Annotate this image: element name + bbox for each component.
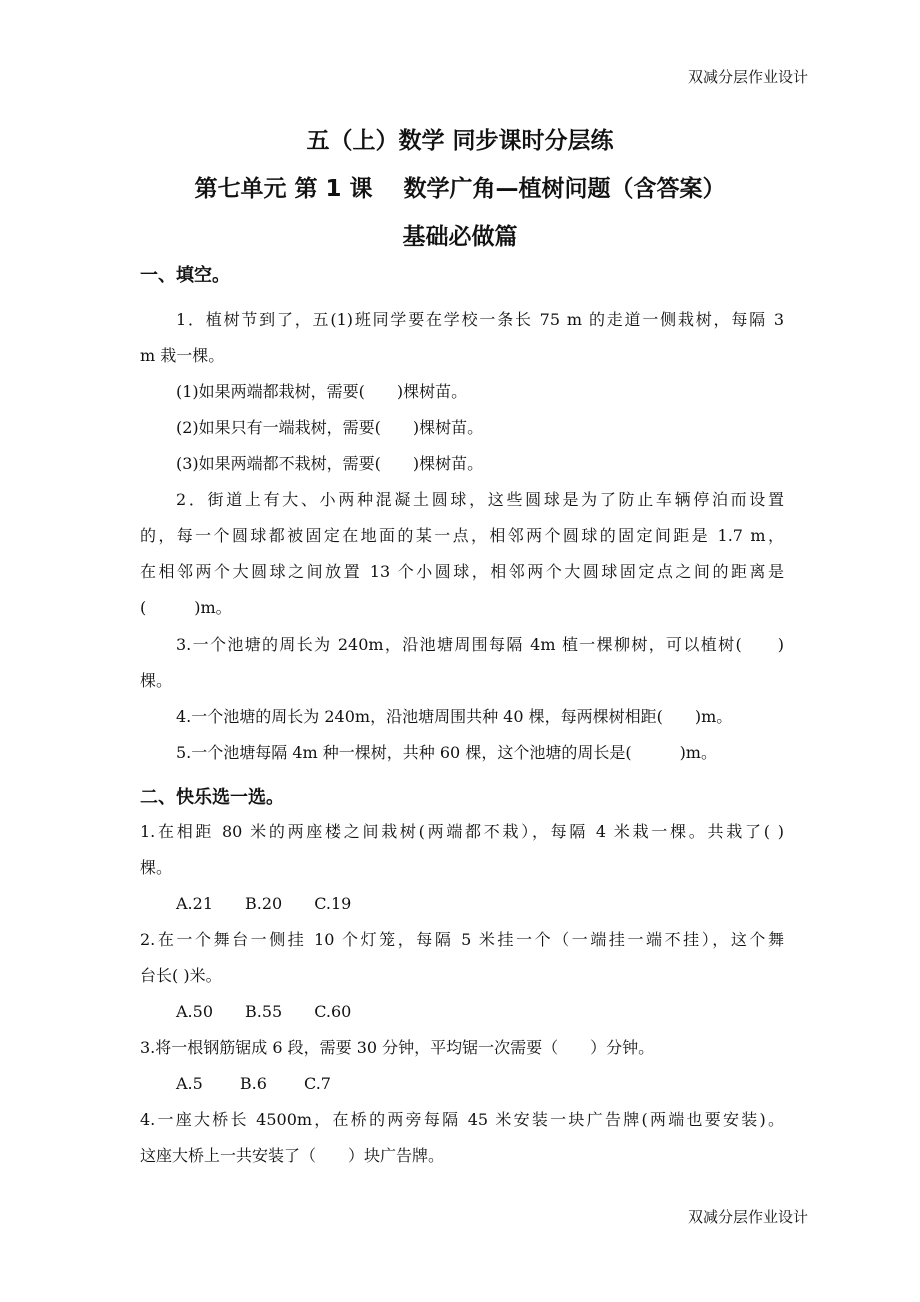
choice-q1-options: A.21 B.20 C.19 bbox=[176, 894, 352, 913]
fill-q2-line1: 2．街道上有大、小两种混凝土圆球，这些圆球是为了防止车辆停泊而设置 bbox=[176, 490, 784, 509]
page-footer: 双减分层作业设计 bbox=[687, 1208, 808, 1226]
choice-q2-options: A.50 B.55 C.60 bbox=[176, 1002, 352, 1021]
fill-q4: 4.一个池塘的周长为 240m，沿池塘周围共种 40 棵，每两棵树相距( )m。 bbox=[176, 707, 733, 726]
lesson-title: 第七单元 第 1 课 数学广角—植树问题（含答案） bbox=[194, 176, 726, 202]
section-heading-fill-blank: 一、填空。 bbox=[140, 265, 230, 286]
fill-q1-a: (1)如果两端都栽树，需要( )棵树苗。 bbox=[176, 382, 468, 401]
fill-q2-line2: 的，每一个圆球都被固定在地面的某一点，相邻两个圆球的固定间距是 1.7 m， bbox=[140, 526, 784, 545]
choice-q1-line1: 1.在相距 80 米的两座楼之间栽树(两端都不栽），每隔 4 米栽一棵。共栽了( ) bbox=[140, 822, 784, 841]
fill-q1-b: (2)如果只有一端栽树，需要( )棵树苗。 bbox=[176, 418, 484, 437]
fill-q3-line2: 棵。 bbox=[140, 671, 173, 690]
choice-q1-line2: 棵。 bbox=[140, 858, 173, 877]
fill-q1-line1: 1．植树节到了，五(1)班同学要在学校一条长 75 m 的走道一侧栽树，每隔 3 bbox=[176, 310, 784, 329]
choice-q4-line1: 4.一座大桥长 4500m，在桥的两旁每隔 45 米安装一块广告牌(两端也要安装)。 bbox=[140, 1110, 784, 1129]
fill-q1-line2: m 栽一棵。 bbox=[140, 346, 225, 365]
section-heading-choice: 二、快乐选一选。 bbox=[140, 787, 284, 808]
choice-q3-options: A.5 B.6 C.7 bbox=[176, 1074, 331, 1093]
fill-q3-line1: 3.一个池塘的周长为 240m，沿池塘周围每隔 4m 植一棵柳树，可以植树( ) bbox=[176, 635, 784, 654]
page-header: 双减分层作业设计 bbox=[687, 68, 808, 86]
fill-q5: 5.一个池塘每隔 4m 种一棵树，共种 60 棵，这个池塘的周长是( )m。 bbox=[176, 743, 717, 762]
fill-q2-line4: ( )m。 bbox=[140, 598, 232, 617]
fill-q1-c: (3)如果两端都不栽树，需要( )棵树苗。 bbox=[176, 454, 484, 473]
page-title: 五（上）数学 同步课时分层练 bbox=[306, 128, 614, 154]
choice-q3-line1: 3.将一根钢筋锯成 6 段，需要 30 分钟，平均锯一次需要（ ）分钟。 bbox=[140, 1038, 655, 1057]
choice-q2-line1: 2.在一个舞台一侧挂 10 个灯笼，每隔 5 米挂一个（一端挂一端不挂），这个舞 bbox=[140, 930, 784, 949]
level-title: 基础必做篇 bbox=[402, 224, 518, 250]
choice-q4-line2: 这座大桥上一共安装了（ ）块广告牌。 bbox=[140, 1146, 445, 1165]
fill-q2-line3: 在相邻两个大圆球之间放置 13 个小圆球，相邻两个大圆球固定点之间的距离是 bbox=[140, 562, 784, 581]
choice-q2-line2: 台长( )米。 bbox=[140, 966, 222, 985]
